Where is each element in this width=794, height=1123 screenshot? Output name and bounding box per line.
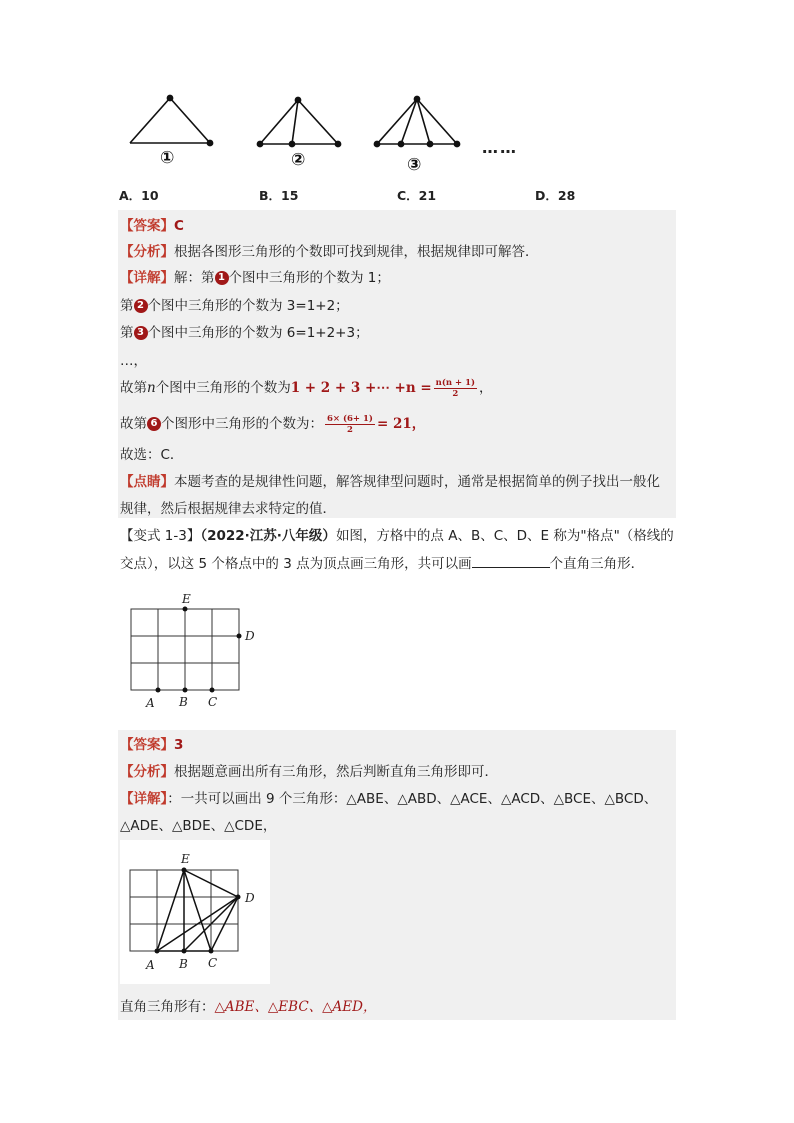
answer-value: 3 bbox=[174, 737, 184, 753]
detail-text: 第 bbox=[120, 298, 134, 314]
answer-value: C bbox=[174, 218, 184, 234]
analysis-text: 根据各图形三角形的个数即可找到规律，根据规律即可解答． bbox=[174, 244, 539, 260]
fraction-denominator: 2 bbox=[452, 388, 459, 399]
sum-formula: 1 + 2 + 3 +⋯ +n = bbox=[290, 380, 432, 396]
ellipsis: …… bbox=[482, 138, 518, 157]
q2-stem-line-1 bbox=[120, 524, 674, 544]
detail-text: 故第 bbox=[120, 380, 147, 396]
q1-analysis-line bbox=[120, 240, 539, 260]
grid-label-a: A bbox=[146, 696, 155, 710]
fraction bbox=[434, 378, 477, 399]
q1-detail-line-3 bbox=[120, 321, 369, 341]
result: = 21， bbox=[376, 416, 426, 432]
question-source: （2022·江苏·八年级） bbox=[200, 528, 336, 544]
circled-number: 3 bbox=[134, 326, 148, 340]
q2-right-triangles-line bbox=[120, 995, 376, 1015]
q2-detail-line-1 bbox=[120, 787, 657, 807]
answer-tag: 【答案】 bbox=[120, 218, 174, 234]
stem-text: 如图，方格中的点 A、B、C、D、E 称为"格点"（格线的 bbox=[335, 528, 674, 544]
answer-blank[interactable] bbox=[472, 553, 550, 568]
detail-text: 个图中三角形的个数为 6=1+2+3； bbox=[147, 325, 369, 341]
comment-tag: 【点睛】 bbox=[120, 474, 174, 490]
fraction-numerator: 6× (6+ 1) bbox=[327, 413, 373, 424]
analysis-tag: 【分析】 bbox=[120, 244, 174, 260]
stem-text: 个直角三角形． bbox=[549, 556, 645, 572]
q1-comment-line-2 bbox=[120, 497, 336, 517]
option-d: D．28 bbox=[535, 188, 576, 203]
figure-label-1: ① bbox=[160, 148, 175, 168]
fraction-numerator: n(n + 1) bbox=[435, 377, 476, 388]
figure-label-d: D bbox=[245, 891, 255, 905]
detail-text: 个图中三角形的个数为 bbox=[155, 380, 291, 396]
figure-label-e: E bbox=[181, 852, 190, 866]
analysis-tag: 【分析】 bbox=[120, 764, 174, 780]
fraction-denominator: 2 bbox=[347, 424, 353, 435]
stem-text: 交点），以这 5 个格点中的 3 点为顶点画三角形，共可以画 bbox=[120, 556, 472, 572]
circled-number: 2 bbox=[134, 299, 148, 313]
detail-text: 故选：C． bbox=[120, 447, 184, 463]
variant-tag: 【变式 1-3】 bbox=[120, 528, 201, 544]
triangles-grid-figure bbox=[120, 840, 270, 984]
q2-detail-line-2 bbox=[120, 814, 276, 834]
q1-comment-line-1 bbox=[120, 470, 660, 490]
figure-label-c: C bbox=[208, 956, 218, 970]
detail-text: 个图中三角形的个数为 1； bbox=[228, 270, 390, 286]
q1-detail-line-1 bbox=[120, 266, 390, 286]
q1-detail-line-7 bbox=[120, 443, 183, 463]
detail-text: 解：第 bbox=[174, 270, 215, 286]
detail-text: 个图形中三角形的个数为： bbox=[161, 416, 323, 432]
figure-label-3: ③ bbox=[407, 155, 422, 175]
detail-tag: 【详解】 bbox=[120, 791, 168, 807]
detail-text: …， bbox=[120, 353, 147, 369]
detail-text: ， bbox=[479, 380, 493, 396]
grid-label-d: D bbox=[245, 629, 255, 643]
option-b: B．15 bbox=[259, 188, 299, 203]
detail-tag: 【详解】 bbox=[120, 270, 174, 286]
q1-detail-line-5 bbox=[120, 376, 493, 399]
option-c: C．21 bbox=[397, 188, 437, 203]
q1-detail-line-4 bbox=[120, 349, 147, 369]
comment-text: 本题考查的是规律性问题，解答规律型问题时，通常是根据简单的例子找出一般化 bbox=[174, 474, 660, 490]
figure-label-a: A bbox=[146, 958, 155, 972]
circled-number: 6 bbox=[147, 417, 161, 431]
q2-answer-line bbox=[120, 733, 183, 753]
option-a: A．10 bbox=[119, 188, 159, 203]
q1-detail-line-2 bbox=[120, 294, 349, 314]
right-triangles-prefix: 直角三角形有： bbox=[120, 999, 215, 1015]
detail-text: 故第 bbox=[120, 416, 147, 432]
q1-detail-line-6 bbox=[120, 412, 425, 435]
detail-text: 个图中三角形的个数为 3=1+2； bbox=[147, 298, 349, 314]
q2-stem-line-2 bbox=[120, 552, 644, 572]
detail-text: 第 bbox=[120, 325, 134, 341]
grid-label-e: E bbox=[182, 592, 191, 606]
circled-number: 1 bbox=[215, 271, 229, 285]
grid-label-b: B bbox=[179, 695, 188, 709]
detail-text: △ADE、△BDE、△CDE， bbox=[120, 818, 277, 834]
figure-label-b: B bbox=[179, 957, 188, 971]
grid-figure bbox=[124, 590, 264, 718]
variable-n: n bbox=[147, 380, 156, 396]
figure-label-2: ② bbox=[291, 150, 306, 170]
fraction bbox=[325, 414, 375, 435]
analysis-text: 根据题意画出所有三角形，然后判断直角三角形即可． bbox=[174, 764, 498, 780]
grid-label-c: C bbox=[208, 695, 218, 709]
q2-analysis-line bbox=[120, 760, 498, 780]
detail-text: ：一共可以画出 9 个三角形：△ABE、△ABD、△ACE、△ACD、△BCE、△BCD、 bbox=[167, 791, 658, 807]
comment-text: 规律，然后根据规律去求特定的值． bbox=[120, 501, 336, 517]
q1-answer-line bbox=[120, 214, 184, 234]
answer-tag: 【答案】 bbox=[120, 737, 174, 753]
right-triangles-list: △ABE、△EBC、△AED， bbox=[214, 999, 377, 1015]
